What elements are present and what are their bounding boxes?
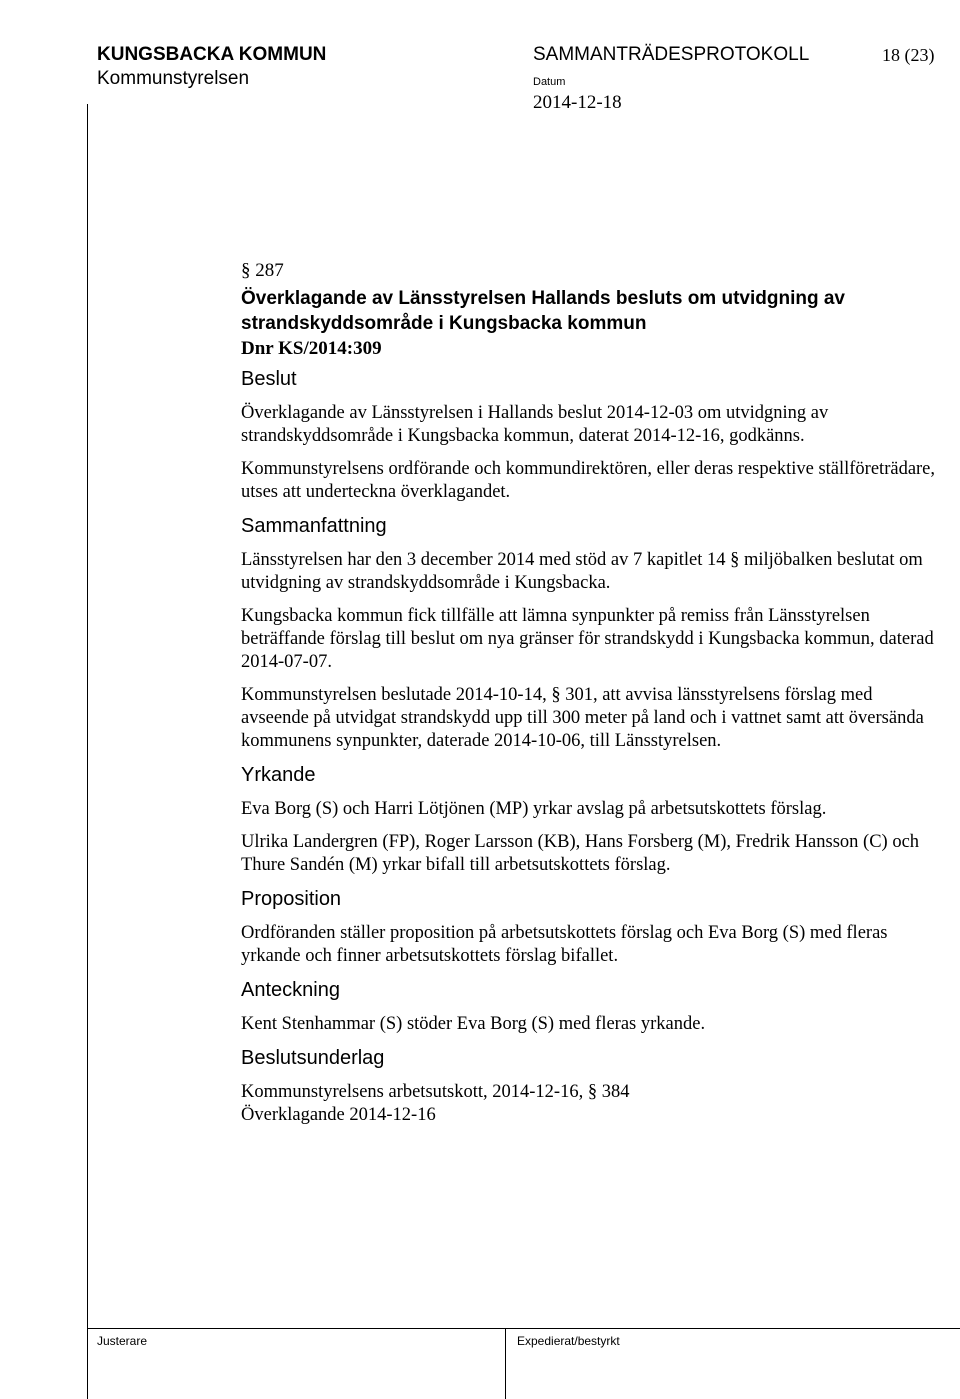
protocol-section (241, 256, 941, 1127)
document-type: SAMMANTRÄDESPROTOKOLL (533, 44, 810, 65)
beslutsunderlag-item-1: Kommunstyrelsens arbetsutskott, 2014-12-16, § 384 (241, 1082, 630, 1102)
department-name: Kommunstyrelsen (97, 68, 250, 89)
signature-divider (505, 1328, 506, 1399)
section-title-line-2: strandskyddsområde i Kungsbacka kommun (241, 313, 647, 334)
proposition-heading: Proposition (241, 888, 342, 910)
paragraph-number: § 287 (241, 260, 284, 281)
date-label: Datum (533, 76, 566, 88)
proposition-paragraph: Ordföranden ställer proposition på arbetsutskottets förslag och Eva Borg (S) med fleras yrkande och finner arbetsutskottets förslag bifallet. (241, 923, 888, 966)
beslut-paragraph-2: Kommunstyrelsens ordförande och kommundirektören, eller deras respektive ställföreträdare, utses att underteckna överklagandet. (241, 459, 936, 502)
beslutsunderlag-heading: Beslutsunderlag (241, 1047, 385, 1069)
yrkande-paragraph-2: Ulrika Landergren (FP), Roger Larsson (KB), Hans Forsberg (M), Fredrik Hansson (C) och Thure Sandén (M) yrkar bifall till arbetsutskottets förslag. (241, 832, 920, 875)
anteckning-heading: Anteckning (241, 979, 340, 1001)
footer-rule (87, 1328, 960, 1329)
anteckning-paragraph: Kent Stenhammar (S) stöder Eva Borg (S) med fleras yrkande. (241, 1014, 706, 1034)
beslutsunderlag-item-2: Överklagande 2014-12-16 (241, 1105, 436, 1125)
sammanfattning-heading: Sammanfattning (241, 515, 387, 537)
sammanfattning-paragraph-1: Länsstyrelsen har den 3 december 2014 med stöd av 7 kapitlet 14 § miljöbalken beslutat om utvidgning av strandskyddsområde i Kungsbacka. (241, 550, 923, 593)
justerare-label: Justerare (97, 1334, 148, 1348)
sammanfattning-paragraph-3: Kommunstyrelsen beslutade 2014-10-14, § 301, att avvisa länsstyrelsens förslag med avseende på utvidgat strandskydd upp till 300 meter på land och i vattnet samt att översända kommunens synpunkter, daterade 2014-10-06, till Länsstyrelsen. (241, 685, 924, 751)
left-margin-rule (87, 104, 88, 1399)
yrkande-heading: Yrkande (241, 764, 316, 786)
beslut-heading: Beslut (241, 368, 297, 390)
diary-number: Dnr KS/2014:309 (241, 338, 382, 359)
expedierat-label: Expedierat/bestyrkt (517, 1334, 620, 1348)
section-title-line-1: Överklagande av Länsstyrelsen Hallands besluts om utvidgning av (241, 288, 845, 309)
sammanfattning-paragraph-2: Kungsbacka kommun fick tillfälle att lämna synpunkter på remiss från Länsstyrelsen beträffande förslag till beslut om nya gränser för strandskydd i Kungsbacka kommun, daterad 2014-07-07. (241, 606, 934, 672)
page-number: 18 (23) (882, 45, 935, 65)
beslut-paragraph-1: Överklagande av Länsstyrelsen i Hallands beslut 2014-12-03 om utvidgning av strandskyddsområde i Kungsbacka kommun, daterat 2014-12-16, godkänns. (241, 403, 829, 446)
organization-name: KUNGSBACKA KOMMUN (97, 44, 327, 65)
document-date: 2014-12-18 (533, 92, 622, 113)
yrkande-paragraph-1: Eva Borg (S) och Harri Lötjönen (MP) yrkar avslag på arbetsutskottets förslag. (241, 799, 827, 819)
